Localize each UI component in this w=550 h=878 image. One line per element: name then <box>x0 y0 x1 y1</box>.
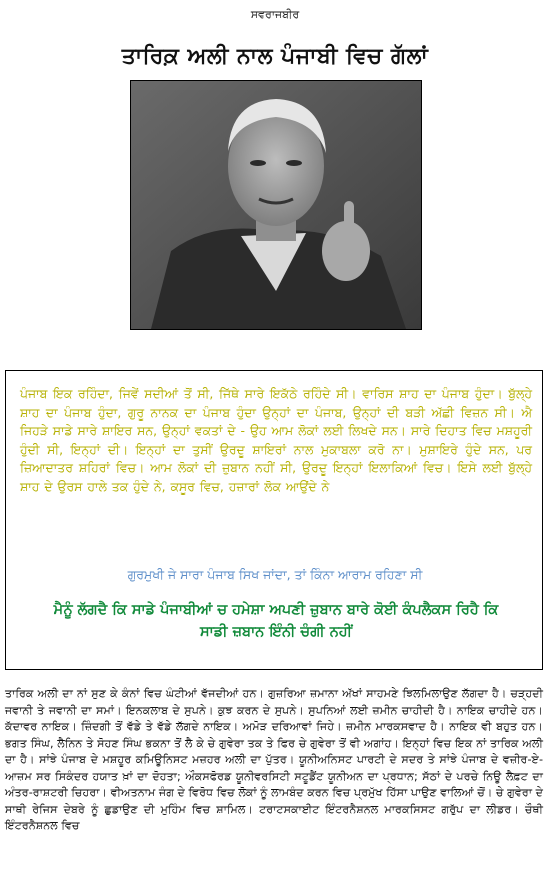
article-body: ਤਾਰਿਕ ਅਲੀ ਦਾ ਨਾਂ ਸੁਣ ਕੇ ਕੰਨਾਂ ਵਿਚ ਘੰਟੀਆਂ ਵੱਜਦੀਆਂ ਹਨ। ਗੁਜ਼ਰਿਆ ਜ਼ਮਾਨਾ ਅੱਖਾਂ ਸਾਹਮਣੇ ਝਿਲਮਿਲਾਉਣ ਲੱਗਦਾ ਹੈ। ਚੜ੍ਹਦੀ ਜਵਾਨੀ ਤੇ ਜਵਾਨੀ ਦਾ ਸਮਾਂ। ਇਨਕਲਾਬ ਦੇ ਸੁਪਨੇ। ਕੁਝ ਕਰਨ ਦੇ ਸੁਪਨੇ। ਸੁਪਨਿਆਂ ਲਈ ਜ਼ਮੀਨ ਚਾਹੀਦੀ ਹੈ। ਨਾਇਕ ਚਾਹੀਦੇ ਹਨ। ਕੱਦਾਵਰ ਨਾਇਕ। ਜ਼ਿੰਦਗੀ ਤੋਂ ਵੱਡੇ ਤੇ ਵੱਡੇ ਲੱਗਦੇ ਨਾਇਕ। ਅਮੋੜ ਦਰਿਆਵਾਂ ਜਿਹੇ। ਜ਼ਮੀਨ ਮਾਰਕਸਵਾਦ ਹੈ। ਨਾਇਕ ਵੀ ਬਹੁਤ ਹਨ। ਭਗਤ ਸਿੰਘ, ਲੈਨਿਨ ਤੇ ਸੋਹਣ ਸਿੰਘ ਭਕਨਾ ਤੋਂ ਲੈ ਕੇ ਚੇ ਗੁਵੇਰਾ ਤਕ ਤੇ ਫਿਰ ਚੇ ਗੁਵੇਰਾ ਤੋਂ ਵੀ ਅਗਾਂਹ। ਇਨ੍ਹਾਂ ਵਿਚ ਇਕ ਨਾਂ ਤਾਰਿਕ ਅਲੀ ਦਾ ਹੈ। ਸਾਂਝੇ ਪੰਜਾਬ ਦੇ ਮਸ਼ਹੂਰ ਕਮਿਊਨਿਸਟ ਮਜ਼ਹਰ ਅਲੀ ਦਾ ਪੁੱਤਰ। ਯੂਨੀਅਨਿਸਟ ਪਾਰਟੀ ਦੇ ਸਦਰ ਤੇ ਸਾਂਝੇ ਪੰਜਾਬ ਦੇ ਵਜ਼ੀਰ-ਏ-ਆਜ਼ਮ ਸਰ ਸਿਕੰਦਰ ਹਯਾਤ ਖ਼ਾਂ ਦਾ ਦੋਹਤਾ; ਔਕਸਫੋਰਡ ਯੂਨੀਵਰਸਿਟੀ ਸਟੂਡੈਂਟ ਯੂਨੀਅਨ ਦਾ ਪ੍ਰਧਾਨ; ਸੱਠਾਂ ਦੇ ਪਰਚੇ ਨਿਊ ਲੈਫ਼ਟ ਦਾ ਅੰਤਰ-ਰਾਸ਼ਟਰੀ ਚਿਹਰਾ। ਵੀਅਤਨਾਮ ਜੰਗ ਦੇ ਵਿਰੋਧ ਵਿਚ ਲੋਕਾਂ ਨੂੰ ਲਾਮਬੰਦ ਕਰਨ ਵਿਚ ਪ੍ਰਮੁੱਖ ਹਿੱਸਾ ਪਾਉਣ ਵਾਲਿਆਂ ਚੋਂ। ਚੇ ਗੁਵੇਰਾ ਦੇ ਸਾਥੀ ਰੇਜਿਸ ਦੇਬਰੇ ਨੂੰ ਛੁਡਾਉਣ ਦੀ ਮੁਹਿੰਮ ਵਿਚ ਸ਼ਾਮਿਲ। ਟਰਾਟਸਕਾਈਟ ਇੰਟਰਨੈਸ਼ਨਲ ਮਾਰਕਸਿਸਟ ਗਰੁੱਪ ਦਾ ਲੀਡਰ। ਚੌਥੀ ਇੰਟਰਨੈਸ਼ਨਲ ਵਿਚ <box>5 687 543 832</box>
portrait-photo <box>130 80 422 330</box>
author-name: ਸਵਰਾਜਬੀਰ <box>250 8 300 21</box>
quote-highlight: ਮੈਨੂੰ ਲੱਗਦੈ ਕਿ ਸਾਡੇ ਪੰਜਾਬੀਆਂ ਚ ਹਮੇਸ਼ਾ ਅਪਣੀ ਜ਼ੁਬਾਨ ਬਾਰੇ ਕੋਈ ਕੰਪਲੈਕਸ ਰਿਹੈ ਕਿ ਸਾਡੀ ਜ਼ਬਾਨ ਇੰਨੀ ਚੰਗੀ ਨਹੀਂ <box>53 602 499 640</box>
article-title: ਤਾਰਿਕ਼ ਅਲੀ ਨਾਲ ਪੰਜਾਬੀ ਵਿਚ ਗੱਲਾਂ <box>121 44 429 69</box>
quote-gurmukhi: ਗੁਰਮੁਖੀ ਜੇ ਸਾਰਾ ਪੰਜਾਬ ਸਿਖ ਜਾਂਦਾ, ਤਾਂ ਕਿੰਨਾ ਆਰਾਮ ਰਹਿਣਾ ਸੀ <box>127 567 423 582</box>
pull-quote-box <box>5 370 543 670</box>
quote-paragraph: ਪੰਜਾਬ ਇਕ ਰਹਿੰਦਾ, ਜਿਵੇਂ ਸਦੀਆਂ ਤੋਂ ਸੀ, ਜਿੱਥੇ ਸਾਰੇ ਇਕੱਠੇ ਰਹਿੰਦੇ ਸੀ। ਵਾਰਿਸ ਸ਼ਾਹ ਦਾ ਪੰਜਾਬ ਹੁੰਦਾ। ਬੁੱਲ੍ਹੇ ਸ਼ਾਹ ਦਾ ਪੰਜਾਬ ਹੁੰਦਾ, ਗੁਰੂ ਨਾਨਕ ਦਾ ਪੰਜਾਬ ਹੁੰਦਾ ਉਨ੍ਹਾਂ ਦਾ ਪੰਜਾਬ, ਉਨ੍ਹਾਂ ਦੀ ਬੜੀ ਅੱਛੀ ਵਿਜ਼ਨ ਸੀ। ਐ ਜਿਹੜੇ ਸਾਡੇ ਸਾਰੇ ਸ਼ਾਇਰ ਸਨ, ਉਨ੍ਹਾਂ ਵਕਤਾਂ ਦੇ - ਉਹ ਆਮ ਲੋਕਾਂ ਲਈ ਲਿਖਦੇ ਸਨ। ਸਾਰੇ ਦਿਹਾਤ ਵਿਚ ਮਸ਼ਹੂਰੀ ਹੁੰਦੀ ਸੀ, ਇਨ੍ਹਾਂ ਦੀ। ਇਨ੍ਹਾਂ ਦਾ ਤੁਸੀਂ ਉਰਦੂ ਸ਼ਾਇਰਾਂ ਨਾਲ ਮੁਕਾਬਲਾ ਕਰੋ ਨਾ। ਮੁਸ਼ਾਇਰੇ ਹੁੰਦੇ ਸਨ, ਪਰ ਜ਼ਿਆਦਾਤਰ ਸ਼ਹਿਰਾਂ ਵਿਚ। ਆਮ ਲੋਕਾਂ ਦੀ ਜ਼ੁਬਾਨ ਨਹੀਂ ਸੀ, ਉਰਦੂ ਇਨ੍ਹਾਂ ਇਲਾਕਿਆਂ ਵਿਚ। ਇਸੇ ਲਈ ਬੁੱਲ੍ਹੇ ਸ਼ਾਹ ਦੇ ਉਰਸ ਹਾਲੇ ਤਕ ਹੁੰਦੇ ਨੇ, ਕਸੂਰ ਵਿਚ, ਹਜ਼ਾਰਾਂ ਲੋਕ ਆਉਂਦੇ ਨੇ <box>20 386 532 494</box>
